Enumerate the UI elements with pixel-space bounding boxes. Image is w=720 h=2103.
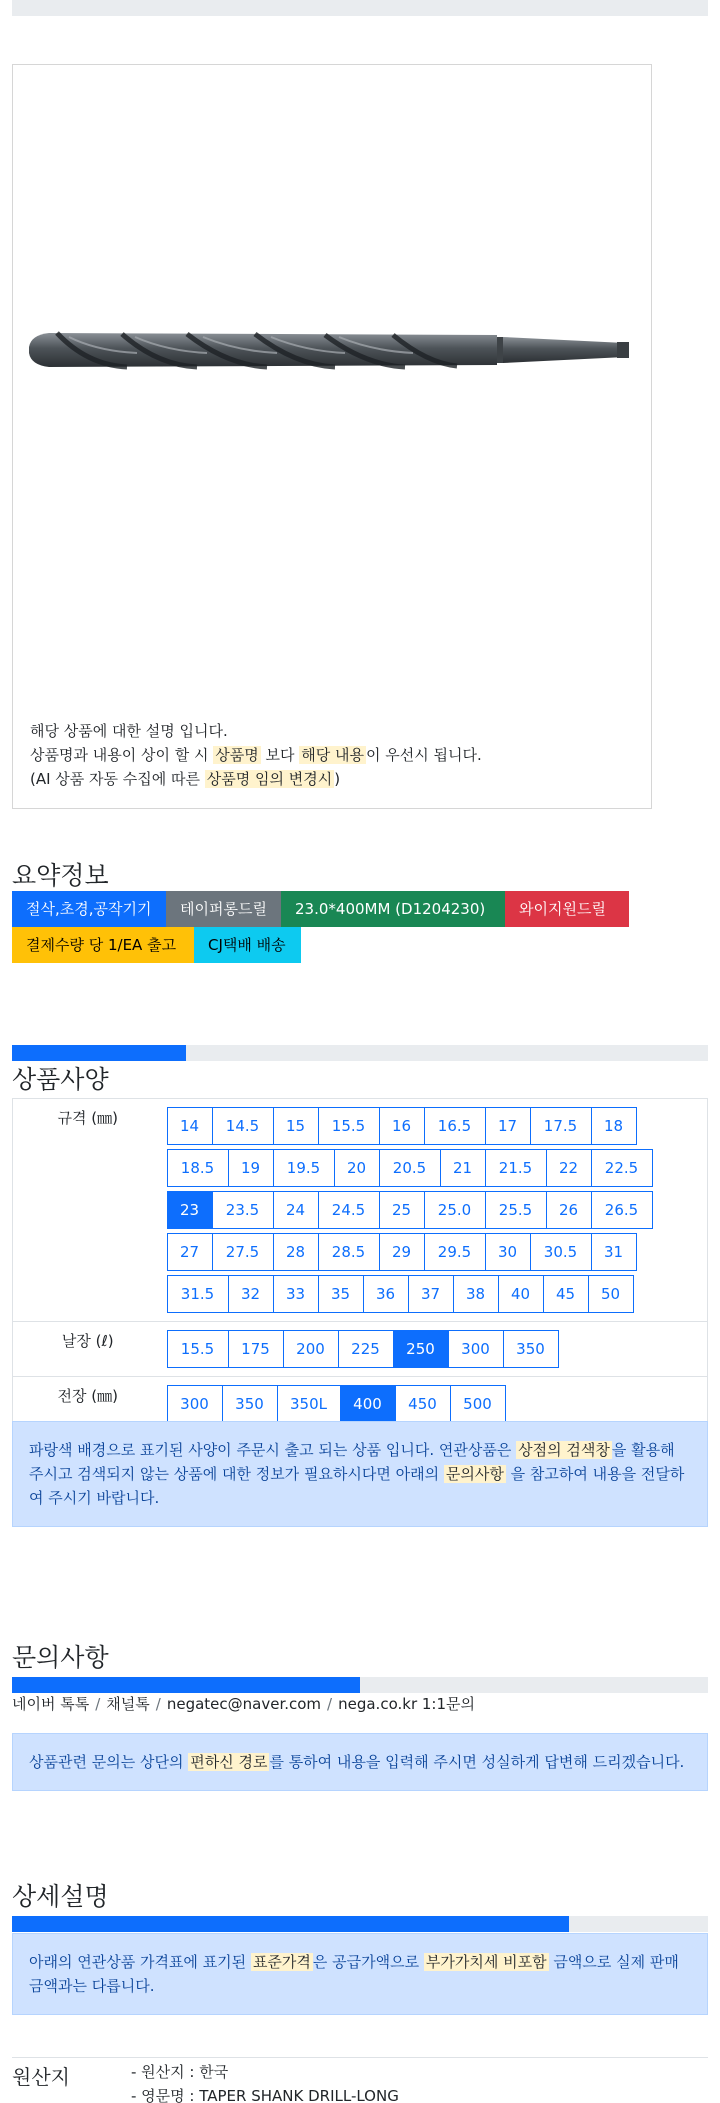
spec-row-label: 날장 (ℓ) (13, 1322, 163, 1377)
summary-heading: 요약정보 (12, 861, 109, 890)
spec-option-button[interactable]: 350 (222, 1385, 278, 1423)
highlight-name-change: 상품명 임의 변경시 (206, 770, 333, 788)
spec-option-group (167, 1191, 708, 1229)
spec-option-button[interactable]: 24 (273, 1191, 319, 1229)
spec-option-button[interactable]: 25.0 (424, 1191, 486, 1229)
summary-badge: 절삭,초경,공작기기 (12, 891, 166, 927)
spec-table (12, 1098, 708, 1432)
spec-option-button[interactable]: 300 (167, 1385, 223, 1423)
spec-option-button[interactable]: 27 (167, 1233, 213, 1271)
desc-line-1: 해당 상품에 대한 설명 입니다. (30, 722, 228, 740)
spec-row-options (163, 1099, 708, 1322)
spec-option-button[interactable]: 29 (379, 1233, 425, 1271)
detail-progress-fill (12, 1916, 569, 1932)
inquiry-link[interactable]: 채널톡 (106, 1695, 150, 1713)
detail-progress-bar (12, 1916, 708, 1932)
origin-english-name: - 영문명 : TAPER SHANK DRILL-LONG (131, 2087, 399, 2103)
spec-option-button[interactable]: 30.5 (530, 1233, 592, 1271)
spec-option-button[interactable]: 500 (450, 1385, 506, 1423)
spec-option-button[interactable]: 300 (448, 1330, 504, 1368)
spec-option-group (167, 1149, 708, 1187)
inquiry-heading: 문의사항 (12, 1643, 109, 1672)
spec-option-button[interactable]: 250 (393, 1330, 449, 1368)
spec-heading: 상품사양 (12, 1065, 109, 1094)
spec-option-button[interactable]: 50 (588, 1275, 634, 1313)
spec-option-button[interactable]: 15.5 (318, 1107, 380, 1145)
product-description (30, 719, 482, 791)
summary-badge: CJ택배 배송 (194, 927, 301, 963)
spec-option-button[interactable]: 26 (546, 1191, 592, 1229)
spec-option-button[interactable]: 175 (228, 1330, 284, 1368)
spec-option-button[interactable]: 32 (228, 1275, 274, 1313)
detail-info-alert: 아래의 연관상품 가격표에 표기된 표준가격 은 공급가액으로 부가가치세 비포함 금액으로 실제 판매금액과는 다릅니다. (12, 1933, 708, 2015)
spec-option-button[interactable]: 15 (273, 1107, 319, 1145)
inquiry-info-alert: 상품관련 문의는 상단의 편하신 경로 를 통하여 내용을 입력해 주시면 성실하게 답변해 드리겠습니다. (12, 1733, 708, 1791)
spec-option-button[interactable]: 30 (485, 1233, 531, 1271)
spec-option-group (167, 1107, 708, 1145)
spec-option-button[interactable]: 28.5 (318, 1233, 380, 1271)
spec-option-button[interactable]: 350 (503, 1330, 559, 1368)
spec-option-button[interactable]: 20.5 (379, 1149, 441, 1187)
spec-option-button[interactable]: 31 (591, 1233, 637, 1271)
spec-option-button[interactable]: 16.5 (424, 1107, 486, 1145)
origin-divider (12, 2057, 708, 2058)
origin-country: - 원산지 : 한국 (131, 2063, 229, 2081)
taper-shank-drill-image (27, 315, 637, 385)
inquiry-progress-bar (12, 1677, 708, 1693)
spec-option-button[interactable]: 36 (363, 1275, 409, 1313)
inquiry-link[interactable]: negatec@naver.com (166, 1695, 322, 1713)
spec-option-button[interactable]: 21 (440, 1149, 486, 1187)
highlight-vat-excluded: 부가가치세 비포함 (425, 1953, 547, 1971)
spec-option-button[interactable]: 23.5 (212, 1191, 274, 1229)
inquiry-links (12, 1693, 475, 1714)
highlight-preferred-route: 편하신 경로 (190, 1753, 268, 1771)
spec-option-button[interactable]: 20 (334, 1149, 380, 1187)
spec-option-button[interactable]: 29.5 (424, 1233, 486, 1271)
spec-option-button[interactable]: 38 (453, 1275, 499, 1313)
origin-values (131, 2060, 399, 2103)
spec-option-button[interactable]: 14.5 (212, 1107, 274, 1145)
detail-heading: 상세설명 (12, 1882, 109, 1911)
spec-option-group (167, 1233, 708, 1271)
spec-option-button[interactable]: 200 (283, 1330, 339, 1368)
spec-option-button[interactable]: 400 (340, 1385, 396, 1423)
summary-badge: 와이지원드릴 (505, 891, 629, 927)
highlight-content: 해당 내용 (301, 746, 364, 764)
origin-label: 원산지 (12, 2065, 70, 2089)
spec-option-button[interactable]: 16 (379, 1107, 425, 1145)
desc-line-3: (AI 상품 자동 수집에 따른 상품명 임의 변경시 ) (30, 770, 341, 788)
spec-row-label: 전장 (㎜) (13, 1377, 163, 1432)
spec-option-button[interactable]: 21.5 (485, 1149, 547, 1187)
summary-badge: 23.0*400MM (D1204230) (281, 891, 505, 927)
spec-option-button[interactable]: 17.5 (530, 1107, 592, 1145)
spec-option-button[interactable]: 225 (338, 1330, 394, 1368)
inquiry-progress-fill (12, 1677, 360, 1693)
spec-option-button[interactable]: 18 (591, 1107, 637, 1145)
spec-option-button[interactable]: 45 (543, 1275, 589, 1313)
highlight-inquiry: 문의사항 (445, 1465, 504, 1483)
spec-row (13, 1099, 708, 1322)
spec-option-button[interactable]: 18.5 (167, 1149, 229, 1187)
spec-progress-bar (12, 1045, 708, 1061)
summary-badge: 결제수량 당 1/EA 출고 (12, 927, 194, 963)
top-divider-bar (12, 0, 708, 16)
spec-option-button[interactable]: 27.5 (212, 1233, 274, 1271)
link-separator: / (327, 1695, 333, 1713)
spec-option-button[interactable]: 19.5 (273, 1149, 335, 1187)
spec-option-button[interactable]: 35 (318, 1275, 364, 1313)
spec-row-options (163, 1322, 708, 1377)
link-separator: / (155, 1695, 161, 1713)
spec-option-button[interactable]: 17 (485, 1107, 531, 1145)
spec-row (13, 1322, 708, 1377)
spec-option-button[interactable]: 24.5 (318, 1191, 380, 1229)
inquiry-link[interactable]: 네이버 톡톡 (12, 1695, 90, 1713)
spec-info-alert: 파랑색 배경으로 표기된 사양이 주문시 출고 되는 상품 입니다. 연관상품은 상점의 검색창 을 활용해 주시고 검색되지 않는 상품에 대한 정보가 필요하시다면 아래의 문의사항 을 참고하여 내용을 전달하여 주시기 바랍니다. (12, 1421, 708, 1527)
spec-option-button[interactable]: 26.5 (591, 1191, 653, 1229)
spec-option-button[interactable]: 37 (408, 1275, 454, 1313)
spec-option-group (167, 1275, 708, 1313)
spec-option-button[interactable]: 14 (167, 1107, 213, 1145)
spec-option-button[interactable]: 28 (273, 1233, 319, 1271)
spec-option-button[interactable]: 40 (498, 1275, 544, 1313)
spec-option-button[interactable]: 25 (379, 1191, 425, 1229)
spec-option-button[interactable]: 15.5 (167, 1330, 229, 1368)
spec-progress-fill (12, 1045, 186, 1061)
spec-option-button[interactable]: 33 (273, 1275, 319, 1313)
spec-option-button[interactable]: 450 (395, 1385, 451, 1423)
spec-option-group (167, 1330, 708, 1368)
highlight-product-name: 상품명 (215, 746, 259, 764)
spec-option-button[interactable]: 31.5 (167, 1275, 229, 1313)
spec-option-button[interactable]: 23 (167, 1191, 213, 1229)
spec-option-group (167, 1385, 708, 1423)
spec-option-button[interactable]: 350L (277, 1385, 341, 1423)
product-image-card (12, 64, 652, 809)
desc-line-2: 상품명과 내용이 상이 할 시 상품명 보다 해당 내용 이 우선시 됩니다. (30, 746, 482, 764)
highlight-standard-price: 표준가격 (252, 1953, 311, 1971)
link-separator: / (95, 1695, 101, 1713)
spec-option-button[interactable]: 22.5 (591, 1149, 653, 1187)
summary-badge: 테이퍼롱드릴 (166, 891, 281, 927)
spec-row-label: 규격 (㎜) (13, 1099, 163, 1322)
inquiry-link[interactable]: nega.co.kr 1:1문의 (338, 1695, 475, 1713)
spec-option-button[interactable]: 22 (546, 1149, 592, 1187)
spec-option-button[interactable]: 25.5 (485, 1191, 547, 1229)
spec-option-button[interactable]: 19 (228, 1149, 274, 1187)
highlight-store-search: 상점의 검색창 (518, 1441, 610, 1459)
